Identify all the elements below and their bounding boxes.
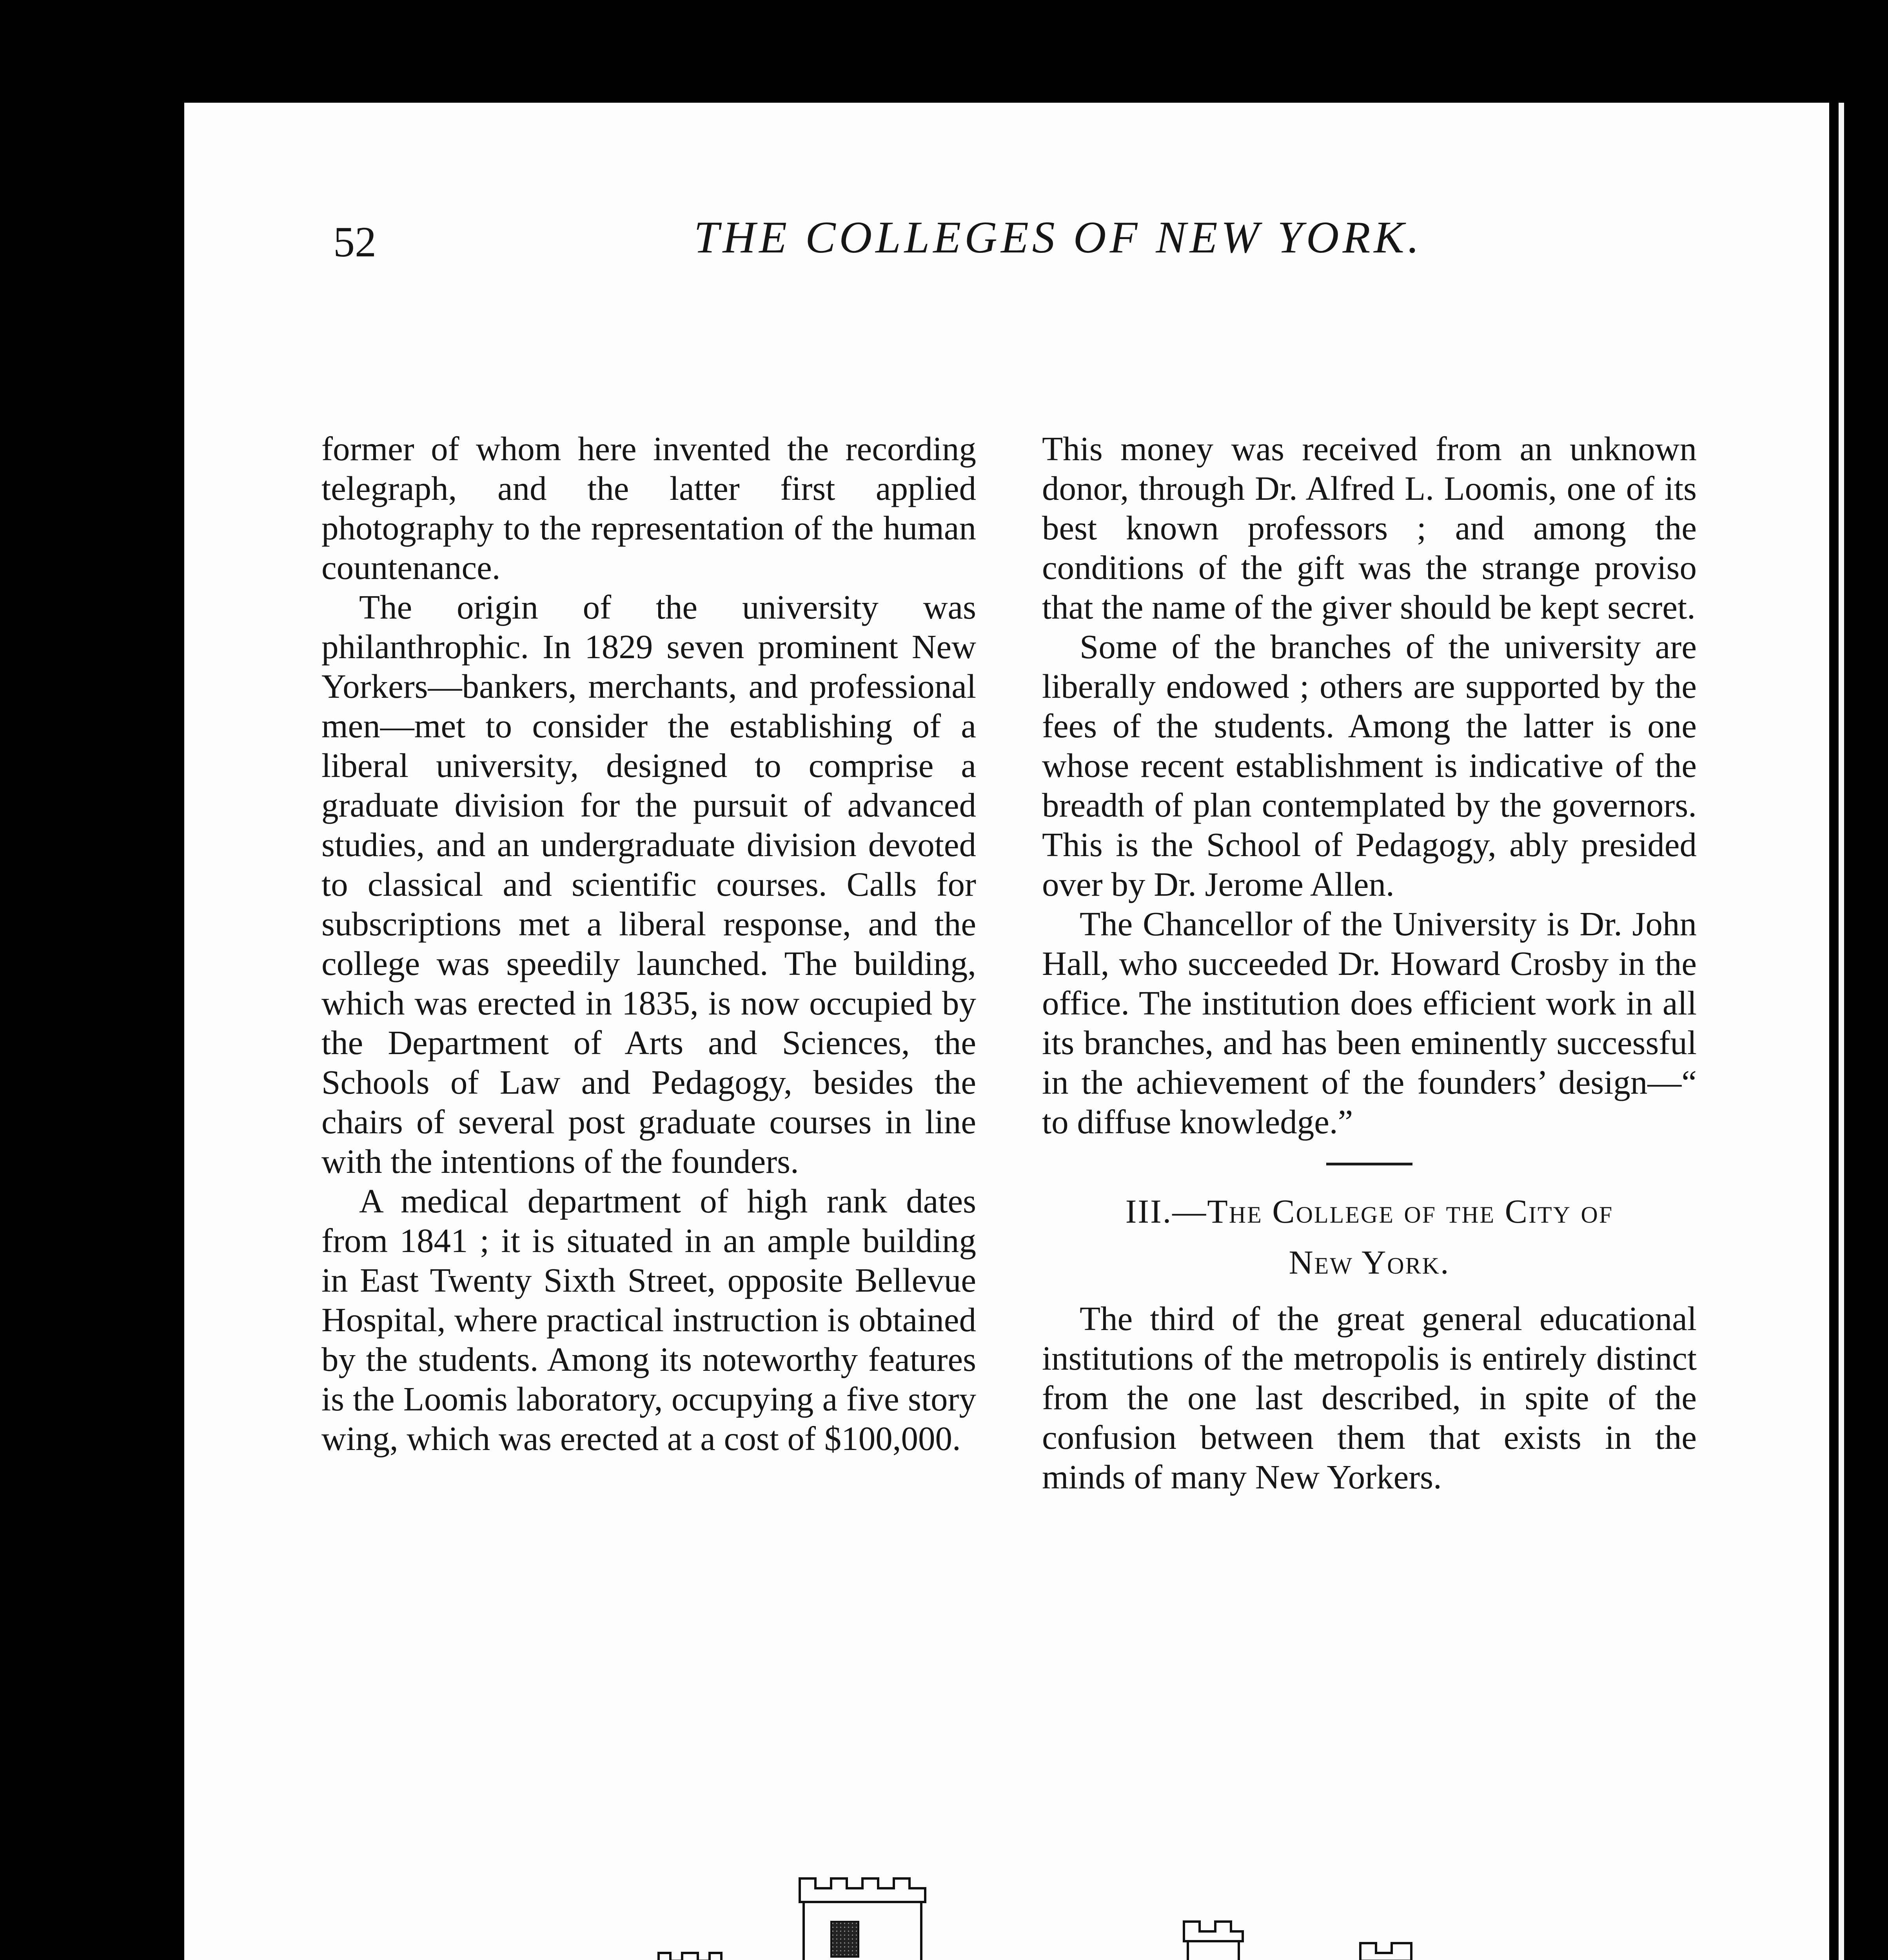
section-divider: [1326, 1163, 1412, 1165]
paragraph: A medical department of high rank dates from 1841 ; it is situated in an ample building in East Twenty Sixth Street, opposite Bellevue Hospital, where practical instruction is obtained by the students. Among its noteworthy features is the Loomis laboratory, occupying a five story wing, which was erected at a cost of $100,000.: [321, 1182, 976, 1457]
running-title: THE COLLEGES OF NEW YORK.: [694, 212, 1423, 263]
paragraph: The origin of the university was philanthrophic. In 1829 seven prominent New Yorkers—bankers, merchants, and professional men—met to consider the establishing of a liberal university, designed to comprise a graduate division for the pursuit of advanced studies, and an undergraduate division devoted to classical and scientific courses. Calls for subscriptions met a liberal response, and the college was speedily launched. The building, which was erected in 1835, is now occupied by the Department of Arts and Sciences, the Schools of Law and Pedagogy, besides the chairs of several post graduate courses in line with the intentions of the founders.: [321, 588, 976, 1180]
paragraph: Some of the branches of the university are liberally endowed ; others are supported by the fees of the students. Among the latter is one whose recent establishment is indicative of the breadth of plan contemplated by the governors. This is the School of Pedagogy, ably presided over by Dr. Jerome Allen.: [1042, 628, 1697, 903]
paragraph: The third of the great general educational institutions of the metropolis is entirely distinct from the one last described, in spite of the confusion between them that exists in the minds of many New Yorkers.: [1042, 1299, 1697, 1496]
section-heading: [1042, 1186, 1697, 1288]
paragraph: former of whom here invented the recording telegraph, and the latter first applied photography to the representation of the human countenance.: [321, 430, 976, 586]
university-building-engraving: [321, 1843, 1701, 1960]
section-heading-line: New York.: [1289, 1243, 1450, 1281]
right-column: [1042, 429, 1697, 1497]
page-number: 52: [333, 218, 376, 266]
paragraph: This money was received from an unknown donor, through Dr. Alfred L. Loomis, one of its best known professors ; and among the conditions of the gift was the strange proviso that the name of the giver should be kept secret.: [1042, 430, 1697, 626]
magazine-page: [184, 103, 1829, 1960]
paragraph: The Chancellor of the University is Dr. John Hall, who succeeded Dr. Howard Crosby in the office. The institution does efficient work in all its branches, and has been eminently successful in the achievement of the founders’ design—“ to diffuse knowledge.”: [1042, 905, 1697, 1141]
page-edge: [1839, 103, 1844, 1960]
left-column: [321, 429, 976, 1458]
section-heading-line: III.—The College of the City of: [1125, 1192, 1614, 1230]
